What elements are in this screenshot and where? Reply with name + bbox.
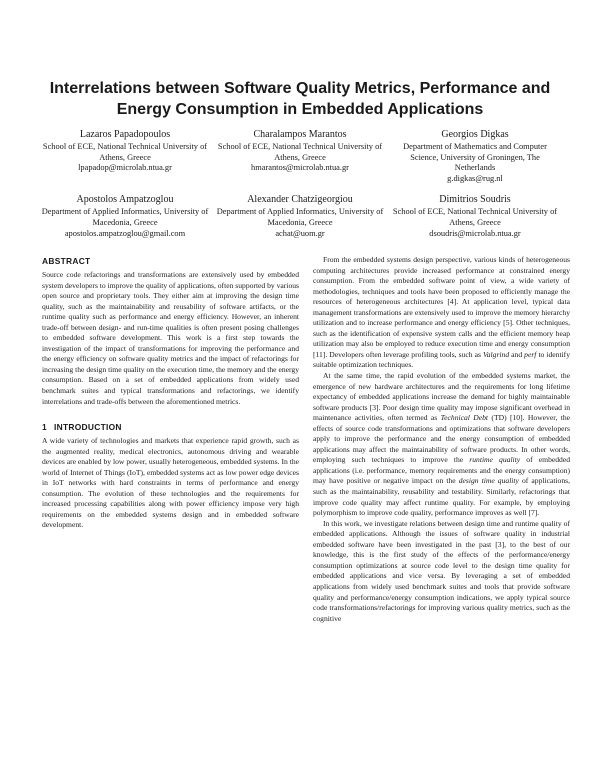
right-column — [313, 255, 570, 624]
paragraph-text: and — [509, 349, 525, 359]
paragraph-text: At the same time, the rapid evolution of the embedded systems market, the emergence of new hardware architectures and the requirements for long lifetime expectancy of embedded applications increase the demand for highly maintainable software products [3]. Poor design time quality may impose significant overhead in maintenance activities, often termed as — [313, 371, 570, 423]
paper-title: Interrelations between Software Quality Metrics, Performance and Energy Consumption in Embedded Applications — [49, 80, 551, 118]
section-number: 1 — [42, 422, 47, 433]
right-paragraph-2 — [313, 371, 570, 519]
paragraph-text: (TD) [10]. However, the effects of source code transformations and optimizations that software developers apply to improve the performance and the energy consumption of embedded applications may affect the maintainability of software products. In other words, employing such techniques to improve the — [313, 413, 571, 465]
left-column — [42, 255, 299, 531]
author-3 — [390, 128, 560, 184]
author-name: Alexander Chatzigeorgiou — [247, 194, 353, 206]
author-5 — [215, 193, 385, 239]
author-affiliation: Department of Applied Informatics, University of Macedonia, Greece — [216, 207, 384, 227]
emphasis: Technical Debt — [440, 413, 489, 423]
author-affiliation: School of ECE, National Technical University of Athens, Greece — [217, 142, 383, 162]
intro-paragraph-1: A wide variety of technologies and markets that experience rapid growth, such as the augmented reality, medical electronics, autonomous driving and wearable devices are enabled by low power, usually heterogeneous, embedded systems. In the world of Internet of Things (IoT), embedded systems act as low power edge devices in IoT networks with hard constraints in terms of performance and energy consumption. The evolution of these technologies and the requirements for increased processing capabilities along with power efficiency impose very high requirements on the embedded systems design and in embedded software development. — [42, 436, 299, 530]
abstract-text: Source code refactorings and transformations are extensively used by embedded system developers to improve the quality of applications, often supported by various open source and proprietary tools. They either aim at improving the design time quality, such as the maintainability and reusability of software artifacts, or the runtime quality such as performance and energy efficiency. However, an inherent trade-off between design- and run-time qualities is often present posing challenges to embedded software development. This work is a first step towards the investigation of the impact of transformations for improving the performance and the energy efficiency on software quality metrics and the impact of refactorings for increasing the design time quality on the execution time, the memory and the energy consumption. Based on a set of embedded applications from widely used benchmark suites and typical transformations and refactorings, we identify interrelations and trade-offs between the aforementioned metrics. — [42, 270, 299, 406]
abstract-heading: ABSTRACT — [42, 256, 91, 266]
author-email[interactable]: apostolos.ampatzoglou@gmail.com — [64, 228, 186, 238]
author-name: Charalampos Marantos — [253, 129, 347, 140]
author-email[interactable]: achat@uom.gr — [275, 228, 325, 238]
emphasis: runtime quality — [469, 455, 521, 465]
author-2 — [215, 128, 385, 184]
emphasis: design time quality — [458, 476, 519, 486]
author-email[interactable]: hmarantos@microlab.ntua.gr — [251, 163, 349, 173]
author-affiliation: School of ECE, National Technical University of Athens, Greece — [392, 207, 558, 227]
author-row-2 — [40, 193, 560, 239]
tool-name: Valgrind — [482, 349, 510, 359]
paragraph-text: to identify suitable optimization techniques. — [313, 349, 571, 370]
author-affiliation: Department of Applied Informatics, University of Macedonia, Greece — [41, 207, 209, 227]
section-title: INTRODUCTION — [53, 422, 122, 433]
author-1 — [40, 128, 210, 184]
tool-name: perf — [524, 349, 537, 359]
author-name: Lazaros Papadopoulos — [79, 129, 171, 140]
author-name: Dimitrios Soudris — [439, 194, 511, 206]
right-paragraph-1 — [313, 255, 570, 371]
author-6 — [390, 193, 560, 239]
author-email[interactable]: g.digkas@rug.nl — [447, 173, 503, 183]
right-paragraph-3: In this work, we investigate relations between design time and runtime quality of embedded applications. Although the issues of software quality in industrial embedded software have been investigated in the past [3], to the best of our knowledge, this is the first study of the effects of the performance/energy consumption optimizations at source code level to the design time quality for embedded applications and vice versa. By leveraging a set of embedded applications from widely used benchmark suites and tools that provide software quality and performance/energy consumption indications, we apply typical source code transformations/refactorings for improving various quality metrics, such as the cognitive — [313, 518, 570, 623]
author-block — [40, 128, 560, 239]
paragraph-text: of embedded applications (i.e. performance, memory requirements and the energy consumption) may have positive or negative impact on the — [313, 455, 570, 486]
author-name: Georgios Digkas — [441, 129, 509, 140]
author-affiliation: School of ECE, National Technical University of Athens, Greece — [42, 142, 208, 162]
author-row-1 — [40, 128, 560, 184]
paragraph-text: of applications, such as the maintainability, reusability and testability. Similarly, refactorings that improve code quality may affect runtime quality. For example, by employing polymorphism to improve code quality, performance improves as well [7]. — [313, 476, 570, 518]
author-email[interactable]: lpapadop@microlab.ntua.gr — [78, 163, 172, 173]
author-4 — [40, 193, 210, 239]
paragraph-text: From the embedded systems design perspective, various kinds of heterogeneous computing architectures provide increased performance at constrained energy consumption. From the embedded software point of view, a wide variety of methodologies, techniques and tools have been proposed to efficiently manage the resources of heterogeneous architectures [4]. At application level, typical data management transformations are extensively used to improve the memory hierarchy utilization and to increase performance and energy efficiency [5]. Other techniques, such as the identification of expensive system calls and the efficient memory heap utilization may also be employed to reduce execution time and energy consumption [11]. Developers often leverage profiling tools, such as — [313, 255, 570, 359]
author-name: Apostolos Ampatzoglou — [76, 194, 174, 206]
author-affiliation: Department of Mathematics and Computer Science, University of Groningen, The Netherlands — [403, 142, 547, 173]
introduction-heading — [42, 421, 299, 433]
author-email[interactable]: dsoudris@microlab.ntua.gr — [429, 228, 521, 238]
